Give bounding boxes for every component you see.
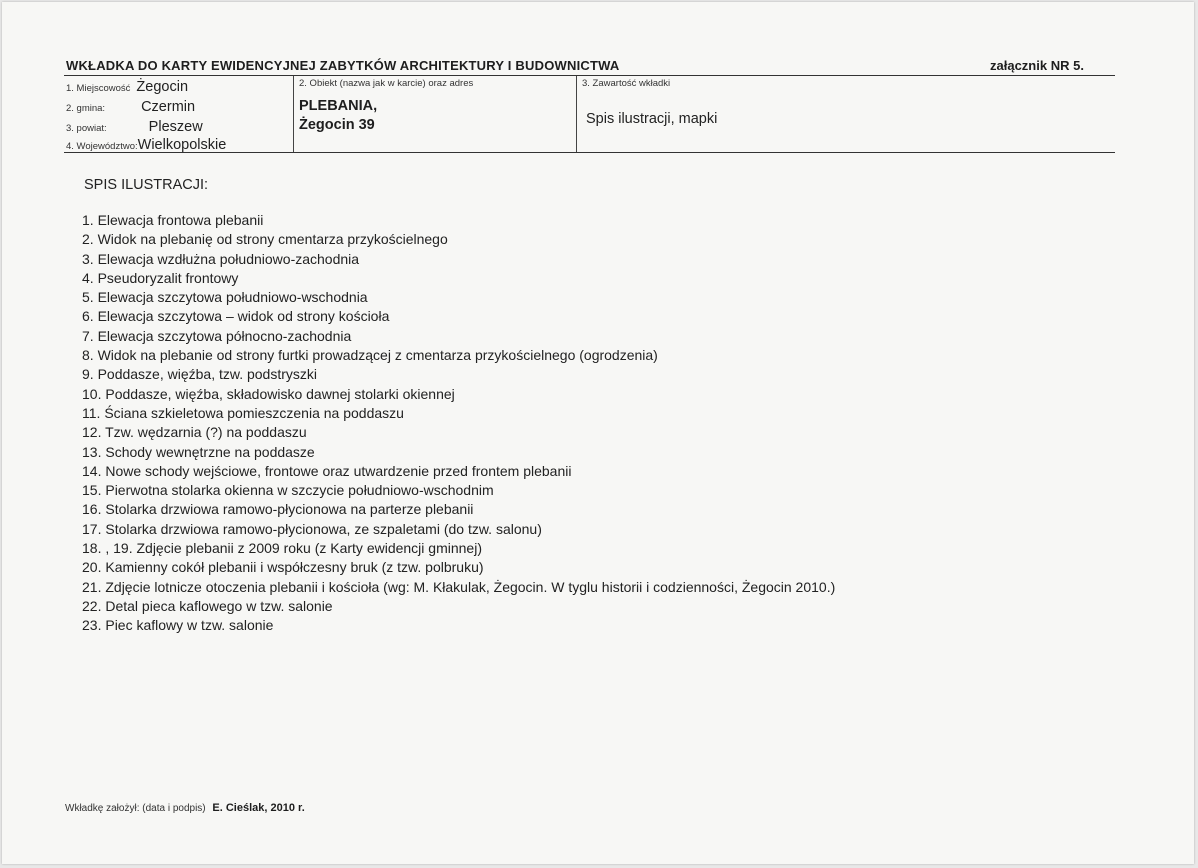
list-item: 7. Elewacja szczytowa północno-zachodnia xyxy=(82,327,352,344)
document-sheet xyxy=(2,2,1194,864)
commune-label: 2. gmina: xyxy=(66,103,106,114)
list-item: 1. Elewacja frontowa plebanii xyxy=(82,212,264,228)
list-item: 9. Poddasze, więźba, tzw. podstryszki xyxy=(82,366,317,383)
list-item: 23. Piec kaflowy w tzw. salonie xyxy=(82,617,274,634)
footer-signature: E. Cieślak, 2010 r. xyxy=(212,802,305,814)
voivodeship-label: 4. Województwo: xyxy=(66,141,138,152)
list-item: 15. Pierwotna stolarka okienna w szczycie południowo-wschodnim xyxy=(82,482,494,499)
list-item: 10. Poddasze, więźba, składowisko dawnej stolarki okiennej xyxy=(82,385,455,402)
annex-number: załącznik NR 5. xyxy=(990,58,1084,73)
list-item: 21. Zdjęcie lotnicze otoczenia plebanii i kościoła (wg: M. Kłakulak, Żegocin. W tyglu historii i codzienności, Żegocin 2010.) xyxy=(82,578,836,595)
list-item: 11. Ściana szkieletowa pomieszczenia na poddaszu xyxy=(82,404,404,421)
commune-field xyxy=(66,98,195,116)
voivodeship-value: Wielkopolskie xyxy=(137,137,227,153)
list-item: 12. Tzw. wędzarnia (?) na poddaszu xyxy=(82,424,307,441)
header-rule-top xyxy=(64,75,1115,76)
object-label: 2. Obiekt (nazwa jak w karcie) oraz adres xyxy=(299,78,474,89)
list-item: 20. Kamienny cokół plebanii i współczesny bruk (z tzw. polbruku) xyxy=(82,559,484,576)
footer-label: Wkładkę założył: (data i podpis) xyxy=(65,803,206,814)
list-item: 14. Nowe schody wejściowe, frontowe oraz utwardzenie przed frontem plebanii xyxy=(82,462,572,479)
illustrations-list xyxy=(82,211,835,636)
list-item: 5. Elewacja szczytowa południowo-wschodnia xyxy=(82,289,368,306)
list-item: 4. Pseudoryzalit frontowy xyxy=(82,269,239,286)
town-field xyxy=(66,78,188,96)
column-divider xyxy=(576,76,577,152)
list-item: 16. Stolarka drzwiowa ramowo-płycionowa na parterze plebanii xyxy=(82,501,474,518)
county-value: Pleszew xyxy=(148,119,203,135)
list-item: 3. Elewacja wzdłużna południowo-zachodnia xyxy=(82,250,360,267)
object-name xyxy=(299,97,377,135)
list-item: 17. Stolarka drzwiowa ramowo-płycionowa, ze szpaletami (do tzw. salonu) xyxy=(82,520,542,537)
town-label: 1. Miejscowość xyxy=(66,83,131,94)
object-address: Żegocin 39 xyxy=(299,117,375,133)
list-item: 13. Schody wewnętrzne na poddasze xyxy=(82,443,315,460)
list-item: 2. Widok na plebanię od strony cmentarza przykościelnego xyxy=(82,231,448,248)
document-title: WKŁADKA DO KARTY EWIDENCYJNEJ ZABYTKÓW ARCHITEKTURY I BUDOWNICTWA xyxy=(66,58,620,73)
object-name-line1: PLEBANIA, xyxy=(299,98,378,114)
contents-label: 3. Zawartość wkładki xyxy=(582,78,671,89)
list-item: 22. Detal pieca kaflowego w tzw. salonie xyxy=(82,597,333,614)
header-rule-bottom xyxy=(64,152,1115,153)
list-item: 6. Elewacja szczytowa – widok od strony kościoła xyxy=(82,308,390,325)
county-field xyxy=(66,118,203,136)
town-value: Żegocin xyxy=(136,79,189,95)
footer xyxy=(65,802,305,814)
contents-value: Spis ilustracji, mapki xyxy=(586,111,718,127)
list-item: 8. Widok na plebanie od strony furtki prowadzącej z cmentarza przykościelnego (ogrodzenia) xyxy=(82,347,658,364)
column-divider xyxy=(293,76,294,152)
commune-value: Czermin xyxy=(141,99,196,115)
list-item: 18. , 19. Zdjęcie plebanii z 2009 roku (z Karty ewidencji gminnej) xyxy=(82,540,482,557)
county-label: 3. powiat: xyxy=(66,123,107,134)
illustrations-heading: SPIS ILUSTRACJI: xyxy=(84,177,209,193)
